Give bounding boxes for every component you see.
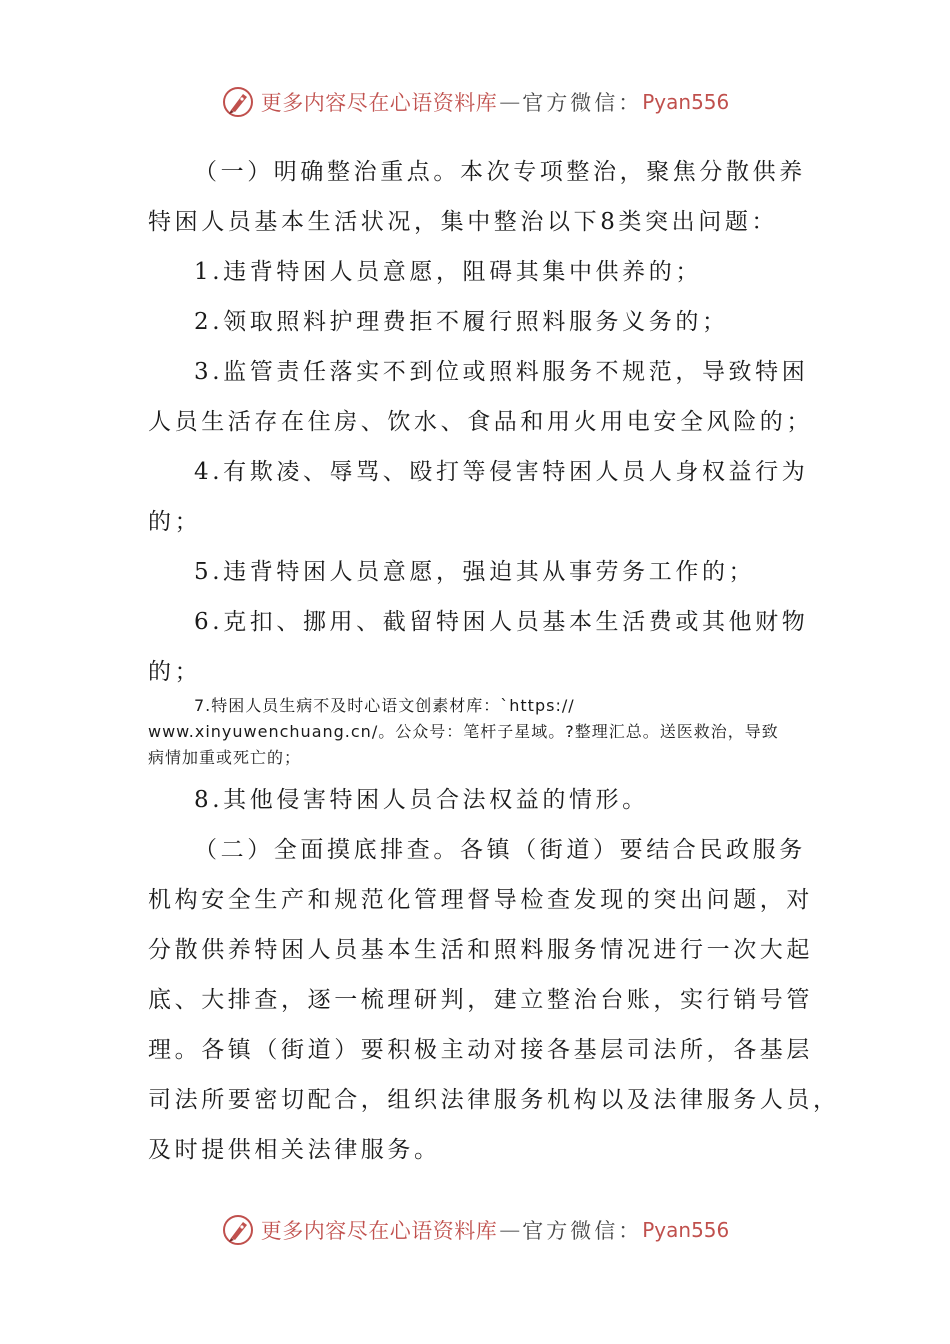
pen-nib-icon	[221, 85, 255, 119]
list-item: 8.其他侵害特困人员合法权益的情形。	[194, 787, 649, 813]
banner-wechat-id: Pyan556	[642, 1218, 730, 1242]
header-banner	[0, 80, 950, 124]
footer-banner	[0, 1208, 950, 1252]
list-item-7	[148, 693, 803, 771]
list-item: 1.违背特困人员意愿，阻碍其集中供养的；	[194, 259, 702, 285]
list-item-continuation: 人员生活存在住房、饮水、食品和用火用电安全风险的；	[148, 409, 813, 435]
paragraph-line: （一）明确整治重点。本次专项整治，聚焦分散供养	[194, 159, 806, 185]
list-item: 6.克扣、挪用、截留特困人员基本生活费或其他财物	[194, 609, 809, 635]
list-item-continuation: 的；	[148, 509, 202, 535]
paragraph-line: 理。各镇（街道）要积极主动对接各基层司法所，各基层	[148, 1037, 813, 1063]
list-item: 5.违背特困人员意愿，强迫其从事劳务工作的；	[194, 559, 756, 585]
paragraph-line: 底、大排查，逐一梳理研判，建立整治台账，实行销号管	[148, 987, 813, 1013]
banner-label: 官方微信：	[522, 91, 643, 115]
pen-nib-icon	[221, 1213, 255, 1247]
banner-text: 更多内容尽在心语资料库	[260, 1219, 498, 1243]
paragraph-line: 分散供养特困人员基本生活和照料服务情况进行一次大起	[148, 937, 813, 963]
banner-wechat-id: Pyan556	[642, 90, 730, 114]
paragraph-line: 特困人员基本生活状况，集中整治以下8类突出问题：	[148, 209, 779, 235]
banner-label: 官方微信：	[522, 1219, 643, 1243]
list-item-continuation: 的；	[148, 659, 202, 685]
list-item: 4.有欺凌、辱骂、殴打等侵害特困人员人身权益行为	[194, 459, 809, 485]
banner-text: 更多内容尽在心语资料库	[260, 91, 498, 115]
list-item-7-line: 7.特困人员生病不及时心语文创素材库：`https://	[194, 696, 575, 715]
paragraph-line: 司法所要密切配合，组织法律服务机构以及法律服务人员，	[148, 1087, 840, 1113]
paragraph-line: 及时提供相关法律服务。	[148, 1137, 441, 1163]
list-item: 2.领取照料护理费拒不履行照料服务义务的；	[194, 309, 729, 335]
list-item-7-line: 病情加重或死亡的；	[148, 748, 302, 767]
paragraph-line: 机构安全生产和规范化管理督导检查发现的突出问题，对	[148, 887, 813, 913]
paragraph-line: （二）全面摸底排查。各镇（街道）要结合民政服务	[194, 837, 806, 863]
banner-separator: —	[499, 1218, 521, 1242]
banner-separator: —	[499, 90, 521, 114]
list-item: 3.监管责任落实不到位或照料服务不规范，导致特困	[194, 359, 809, 385]
list-item-7-line: www.xinyuwenchuang.cn/。公众号：笔杆子星域。?整理汇总。送医救治，导致	[148, 722, 779, 741]
document-body	[148, 147, 840, 1175]
